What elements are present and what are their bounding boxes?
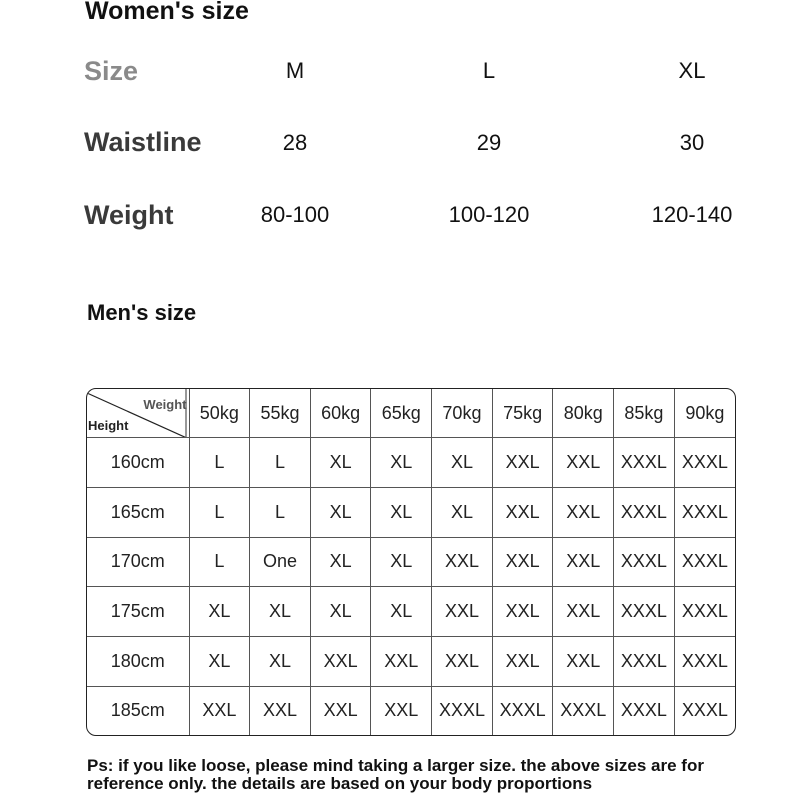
size-cell: XXXL — [553, 686, 614, 735]
weight-header-80kg: 80kg — [553, 389, 614, 438]
height-cell: 185cm — [87, 686, 189, 735]
size-cell: One — [250, 537, 311, 587]
table-row — [87, 587, 735, 637]
size-cell: XXL — [432, 537, 493, 587]
size-cell: XXXL — [674, 637, 735, 687]
weight-header-75kg: 75kg — [492, 389, 553, 438]
size-cell: XXXL — [614, 587, 675, 637]
corner-height-label: Height — [88, 418, 129, 434]
size-cell: XL — [371, 487, 432, 537]
height-cell: 175cm — [87, 587, 189, 637]
height-cell: 180cm — [87, 637, 189, 687]
women-size-row-label: Size — [84, 56, 139, 86]
size-cell: XXL — [432, 587, 493, 637]
size-cell: XL — [371, 587, 432, 637]
size-cell: XXL — [310, 686, 371, 735]
women-waist-xl: 30 — [679, 130, 705, 155]
weight-header-85kg: 85kg — [614, 389, 675, 438]
size-cell: XXXL — [614, 487, 675, 537]
women-waist-m: 28 — [282, 130, 308, 155]
table-row — [87, 686, 735, 735]
size-cell: XXL — [432, 637, 493, 687]
size-cell: L — [189, 487, 250, 537]
women-size-xl: XL — [678, 58, 706, 83]
women-waistline-row-label: Waistline — [84, 127, 202, 157]
size-cell: XL — [310, 537, 371, 587]
men-header-row — [87, 389, 735, 438]
size-cell: XXXL — [492, 686, 553, 735]
men-size-table — [86, 388, 736, 736]
weight-header-50kg: 50kg — [189, 389, 250, 438]
size-cell: XXL — [492, 537, 553, 587]
size-cell: XXL — [553, 438, 614, 488]
height-cell: 160cm — [87, 438, 189, 488]
size-cell: XXL — [553, 587, 614, 637]
size-cell: XXL — [492, 438, 553, 488]
size-cell: XXL — [371, 637, 432, 687]
size-cell: XL — [432, 487, 493, 537]
size-cell: XL — [432, 438, 493, 488]
weight-header-90kg: 90kg — [674, 389, 735, 438]
size-cell: XXXL — [614, 686, 675, 735]
size-cell: L — [189, 438, 250, 488]
weight-header-60kg: 60kg — [310, 389, 371, 438]
size-cell: XL — [250, 587, 311, 637]
table-row — [87, 487, 735, 537]
size-cell: XXXL — [614, 537, 675, 587]
table-row — [87, 637, 735, 687]
size-cell: XXL — [310, 637, 371, 687]
weight-header-65kg: 65kg — [371, 389, 432, 438]
women-waist-l: 29 — [476, 130, 502, 155]
size-cell: XL — [189, 587, 250, 637]
table-row — [87, 537, 735, 587]
size-cell: XL — [371, 438, 432, 488]
size-cell: XL — [371, 537, 432, 587]
size-cell: XXL — [553, 537, 614, 587]
height-cell: 165cm — [87, 487, 189, 537]
height-cell: 170cm — [87, 537, 189, 587]
corner-weight-label: Weight — [143, 397, 187, 412]
women-weight-row-label: Weight — [84, 200, 174, 230]
size-cell: XL — [189, 637, 250, 687]
size-cell: XXXL — [674, 537, 735, 587]
size-cell: L — [250, 438, 311, 488]
size-cell: XXXL — [614, 637, 675, 687]
size-cell: XXXL — [674, 438, 735, 488]
women-size-m: M — [285, 58, 305, 83]
size-cell: XXL — [189, 686, 250, 735]
men-size-title: Men's size — [87, 300, 197, 325]
size-cell: L — [250, 487, 311, 537]
size-cell: XXL — [553, 487, 614, 537]
table-row — [87, 438, 735, 488]
size-cell: XL — [310, 487, 371, 537]
size-cell: L — [189, 537, 250, 587]
size-cell: XXL — [492, 487, 553, 537]
women-weight-xl: 120-140 — [651, 202, 733, 227]
women-size-l: L — [482, 58, 496, 83]
men-corner-cell — [87, 389, 189, 438]
weight-header-55kg: 55kg — [250, 389, 311, 438]
size-cell: XXL — [250, 686, 311, 735]
women-weight-l: 100-120 — [448, 202, 530, 227]
size-cell: XL — [250, 637, 311, 687]
size-cell: XL — [310, 587, 371, 637]
women-size-title: Women's size — [85, 0, 249, 25]
size-cell: XXL — [553, 637, 614, 687]
women-weight-m: 80-100 — [260, 202, 330, 227]
size-cell: XXL — [492, 587, 553, 637]
size-note: Ps: if you like loose, please mind taking a larger size. the above sizes are for reference only. the details are based on your body proportions — [87, 756, 704, 793]
size-cell: XXL — [492, 637, 553, 687]
size-cell: XXXL — [674, 587, 735, 637]
size-cell: XL — [310, 438, 371, 488]
weight-header-70kg: 70kg — [432, 389, 493, 438]
size-cell: XXXL — [674, 487, 735, 537]
size-cell: XXL — [371, 686, 432, 735]
size-cell: XXXL — [614, 438, 675, 488]
size-cell: XXXL — [674, 686, 735, 735]
size-cell: XXXL — [432, 686, 493, 735]
